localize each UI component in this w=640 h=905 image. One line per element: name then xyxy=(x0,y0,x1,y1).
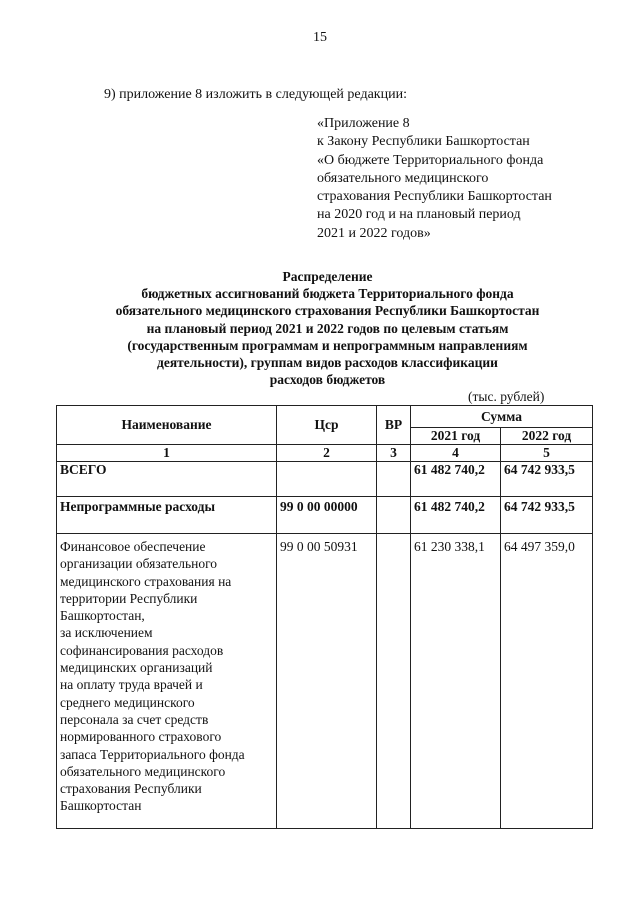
title-line: расходов бюджетов xyxy=(269,372,386,388)
column-number: 3 xyxy=(377,445,411,462)
row-amount-2022: 64 742 933,5 xyxy=(501,497,593,534)
row-amount-2021: 61 230 338,1 xyxy=(411,534,501,829)
budget-table xyxy=(56,405,593,829)
row-name-line: запаса Территориального фонда xyxy=(60,746,245,762)
column-number: 5 xyxy=(501,445,593,462)
row-name-line: страхования Республики xyxy=(60,781,202,797)
appendix-reference xyxy=(317,115,552,243)
appendix-line: «О бюджете Территориального фонда xyxy=(317,152,544,168)
title-line: бюджетных ассигнований бюджета Территориального фонда xyxy=(141,286,514,302)
row-name-line: территории Республики xyxy=(60,590,198,606)
row-amount-2022: 64 497 359,0 xyxy=(501,534,593,829)
row-csr xyxy=(277,462,377,497)
row-name-line: Финансовое обеспечение xyxy=(60,539,206,554)
row-name-line: Башкортостан, xyxy=(60,608,145,624)
unit-note: (тыс. рублей) xyxy=(468,389,545,404)
row-name-line: медицинского страхования на xyxy=(60,573,232,589)
row-name-line: персонала за счет средств xyxy=(60,711,209,727)
title-line: деятельности), группам видов расходов классификации xyxy=(157,355,498,371)
row-name-line: Башкортостан xyxy=(60,798,142,814)
appendix-line: «Приложение 8 xyxy=(317,116,410,131)
row-csr: 99 0 00 50931 xyxy=(277,534,377,829)
row-name: ВСЕГО xyxy=(57,462,277,497)
column-number: 4 xyxy=(411,445,501,462)
page-number: 15 xyxy=(313,30,327,45)
header-sum: Сумма xyxy=(411,406,593,428)
row-amount-2021: 61 482 740,2 xyxy=(411,462,501,497)
table-row-financial-support xyxy=(57,534,593,829)
row-vr xyxy=(377,497,411,534)
row-vr xyxy=(377,534,411,829)
row-name: Непрограммные расходы xyxy=(57,497,277,534)
amendment-instruction: 9) приложение 8 изложить в следующей редакции: xyxy=(104,87,407,102)
row-name-line: среднего медицинского xyxy=(60,694,195,710)
header-year-2022: 2022 год xyxy=(501,428,593,445)
row-name-line: софинансирования расходов xyxy=(60,642,224,658)
appendix-line: страхования Республики Башкортостан xyxy=(317,189,552,205)
column-number-row xyxy=(57,445,593,462)
header-year-2021: 2021 год xyxy=(411,428,501,445)
column-number: 1 xyxy=(57,445,277,462)
row-vr xyxy=(377,462,411,497)
row-name-line: обязательного медицинского xyxy=(60,763,226,779)
header-vr: ВР xyxy=(377,406,411,445)
row-name xyxy=(57,534,277,829)
row-name-line: организации обязательного xyxy=(60,556,218,572)
header-csr: Цср xyxy=(277,406,377,445)
title-line: обязательного медицинского страхования Республики Башкортостан xyxy=(115,303,540,319)
row-amount-2021: 61 482 740,2 xyxy=(411,497,501,534)
header-name: Наименование xyxy=(57,406,277,445)
table-row-total xyxy=(57,462,593,497)
title-line: на плановый период 2021 и 2022 годов по целевым статьям xyxy=(146,320,509,336)
column-number: 2 xyxy=(277,445,377,462)
row-amount-2022: 64 742 933,5 xyxy=(501,462,593,497)
appendix-line: на 2020 год и на плановый период xyxy=(317,207,521,223)
appendix-line: 2021 и 2022 годов» xyxy=(317,225,431,241)
appendix-line: обязательного медицинского xyxy=(317,170,489,186)
row-name-line: за исключением xyxy=(60,625,153,641)
document-title xyxy=(60,268,595,388)
title-line: (государственным программам и непрограммным направлениям xyxy=(127,337,528,353)
table-row-nonprogram xyxy=(57,497,593,534)
row-csr: 99 0 00 00000 xyxy=(277,497,377,534)
row-name-line: медицинских организаций xyxy=(60,660,213,676)
title-line: Распределение xyxy=(282,269,373,284)
appendix-line: к Закону Республики Башкортостан xyxy=(317,134,530,150)
row-name-line: на оплату труда врачей и xyxy=(60,677,203,693)
row-name-line: нормированного страхового xyxy=(60,729,222,745)
